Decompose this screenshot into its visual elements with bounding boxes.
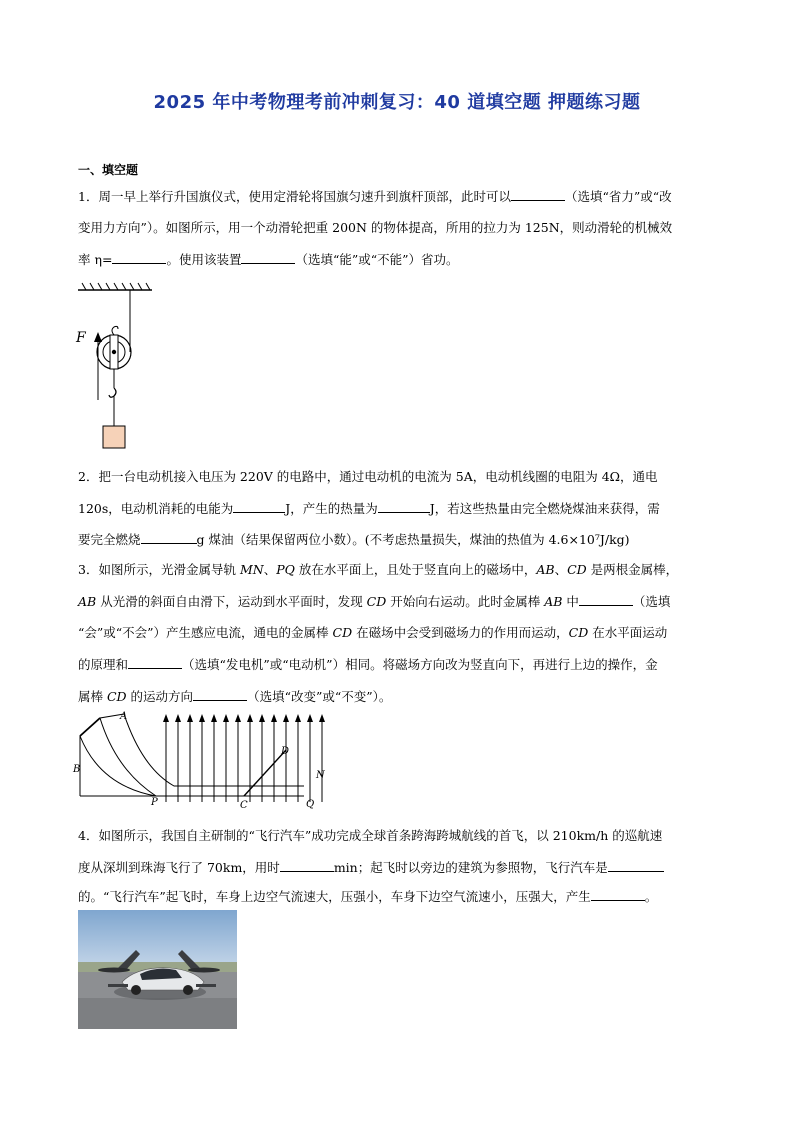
q3-symbol: AB: [544, 594, 563, 609]
q1-text: （选填“省力”或“改: [564, 189, 672, 204]
q3-text: （选填“改变”或“不变”）。: [247, 689, 392, 704]
q2-text: g 煤油（结果保留两位小数）。(不考虑热量损失，煤油的热值为 4.6×10⁷J/kg): [196, 532, 630, 547]
label-q: Q: [306, 799, 315, 810]
field-lines: [166, 720, 322, 802]
q3-symbol: MN: [239, 562, 264, 577]
q3-blank-1[interactable]: [579, 593, 633, 606]
q3-symbol: AB: [78, 594, 97, 609]
q2-line-2: [78, 500, 660, 517]
q4-text: min；起飞时以旁边的建筑为参照物，飞行汽车是: [333, 860, 608, 875]
label-n: N: [316, 770, 325, 781]
q3-text: 的运动方向: [126, 689, 194, 704]
q3-text: （选填“发电机”或“电动机”）相同。将磁场方向改为竖直向下，再进行上边的操作，金: [182, 657, 658, 672]
page-title: 2025 年中考物理考前冲刺复习：40 道填空题 押题练习题: [153, 92, 641, 113]
rod-ab: [80, 718, 100, 736]
load-block: [103, 426, 125, 448]
q2-blank-2[interactable]: [378, 500, 430, 513]
q1-line-2: 变用力方向”）。如图所示，用一个动滑轮把重 200N 的物体提高，所用的拉力为 125N，则动滑轮的机械效: [78, 220, 673, 235]
slope-curve-back: [100, 718, 156, 796]
fig-labels: [72, 711, 326, 810]
q3-text: 放在水平面上，且处于竖直向上的磁场中，: [294, 562, 537, 577]
q4-blank-1[interactable]: [280, 859, 334, 872]
q2-blank-3[interactable]: [141, 531, 197, 544]
q4-blank-2[interactable]: [608, 859, 664, 872]
q2-blank-1[interactable]: [233, 500, 285, 513]
q1-blank-3[interactable]: [241, 251, 295, 264]
q1-text: （选填“能”或“不能”）省功。: [295, 252, 459, 267]
q3-text: 是两根金属棒，: [586, 562, 679, 577]
pulley-figure: [72, 280, 162, 452]
label-p: P: [151, 797, 158, 808]
q2-line-1: 2．把一台电动机接入电压为 220V 的电路中，通过电动机的电流为 5A，电动机线圈的电阻为 4Ω，通电: [78, 469, 658, 484]
q1-text: 1．周一早上举行升国旗仪式，使用定滑轮将国旗匀速升到旗杆顶部，此时可以: [78, 189, 511, 204]
field-arrow-icons: [163, 714, 325, 722]
q4-text: 度从深圳到珠海飞行了 70km，用时: [78, 860, 280, 875]
q3-text: 的原理和: [78, 657, 129, 672]
q2-text: J，产生的热量为: [285, 501, 378, 516]
lower-hook: [109, 388, 116, 397]
q3-symbol: CD: [366, 594, 387, 609]
q3-text: 、: [263, 562, 277, 577]
q1-text: 。使用该装置: [166, 252, 242, 267]
q1-line-3: [78, 251, 459, 268]
q3-text: 3．如图所示，光滑金属导轨: [78, 562, 240, 577]
pulley-axle: [112, 350, 116, 354]
q3-symbol: CD: [568, 625, 589, 640]
q3-text: 在磁场中会受到磁场力的作用而运动，: [352, 625, 569, 640]
q3-symbol: CD: [332, 625, 353, 640]
label-d: D: [281, 746, 290, 757]
q4-text: 的。“飞行汽车”起飞时，车身上边空气流速大，压强小，车身下边空气流速小，压强大，产生: [78, 889, 591, 904]
q3-text: 中: [562, 594, 579, 609]
q3-blank-2[interactable]: [128, 656, 182, 669]
section-heading: 一、填空题: [78, 163, 139, 177]
q3-symbol: CD: [567, 562, 587, 577]
q4-blank-3[interactable]: [591, 888, 645, 901]
q3-symbol: PQ: [276, 562, 295, 577]
label-c: C: [240, 800, 248, 810]
q1-blank-2[interactable]: [112, 251, 166, 264]
q2-text: 120s，电动机消耗的电能为: [78, 501, 234, 516]
q1-text: 率 η=: [78, 252, 113, 267]
q4-line-3: [78, 888, 657, 905]
label-b: B: [73, 764, 81, 775]
q3-blank-3[interactable]: [193, 688, 247, 701]
q3-line-5: [78, 688, 391, 705]
flying-car-photo: [78, 910, 237, 1029]
rails-figure: [72, 710, 342, 810]
q1-line-1: [78, 188, 672, 205]
q3-text: 属棒: [78, 689, 107, 704]
ceiling-hatch: [82, 283, 150, 290]
q3-text: 在水平面运动: [588, 625, 668, 640]
q3-line-4: [78, 656, 658, 673]
q4-line-2: [78, 859, 664, 876]
q3-text: “会”或“不会”）产生感应电流，通电的金属棒: [78, 625, 333, 640]
q3-text: （选填: [632, 594, 671, 609]
force-label: F: [76, 330, 86, 346]
q3-text: 、: [554, 562, 568, 577]
flying-car-image: [78, 910, 237, 1029]
q2-line-3: [78, 531, 630, 548]
label-a: A: [120, 711, 128, 722]
q2-text: J，若这些热量由完全燃烧煤油来获得，需: [429, 501, 660, 516]
q2-text: 要完全燃烧: [78, 532, 141, 547]
slope-outline: [80, 714, 124, 796]
q3-line-1: [78, 562, 678, 578]
rail-pq: [80, 736, 304, 796]
q3-text: 从光滑的斜面自由滑下，运动到水平面时，发现: [96, 594, 367, 609]
q4-line-1: 4．如图所示，我国自主研制的“飞行汽车”成功完成全球首条跨海跨城航线的首飞，以 210km/h 的巡航速: [78, 828, 663, 843]
q3-symbol: AB: [536, 562, 555, 577]
q4-text: 。: [644, 889, 658, 904]
q1-blank-1[interactable]: [511, 188, 565, 201]
q3-line-2: [78, 593, 670, 610]
q3-text: 开始向右运动。此时金属棒: [386, 594, 545, 609]
q3-line-3: [78, 625, 667, 641]
q3-symbol: CD: [106, 689, 127, 704]
top-hook: [112, 326, 118, 335]
